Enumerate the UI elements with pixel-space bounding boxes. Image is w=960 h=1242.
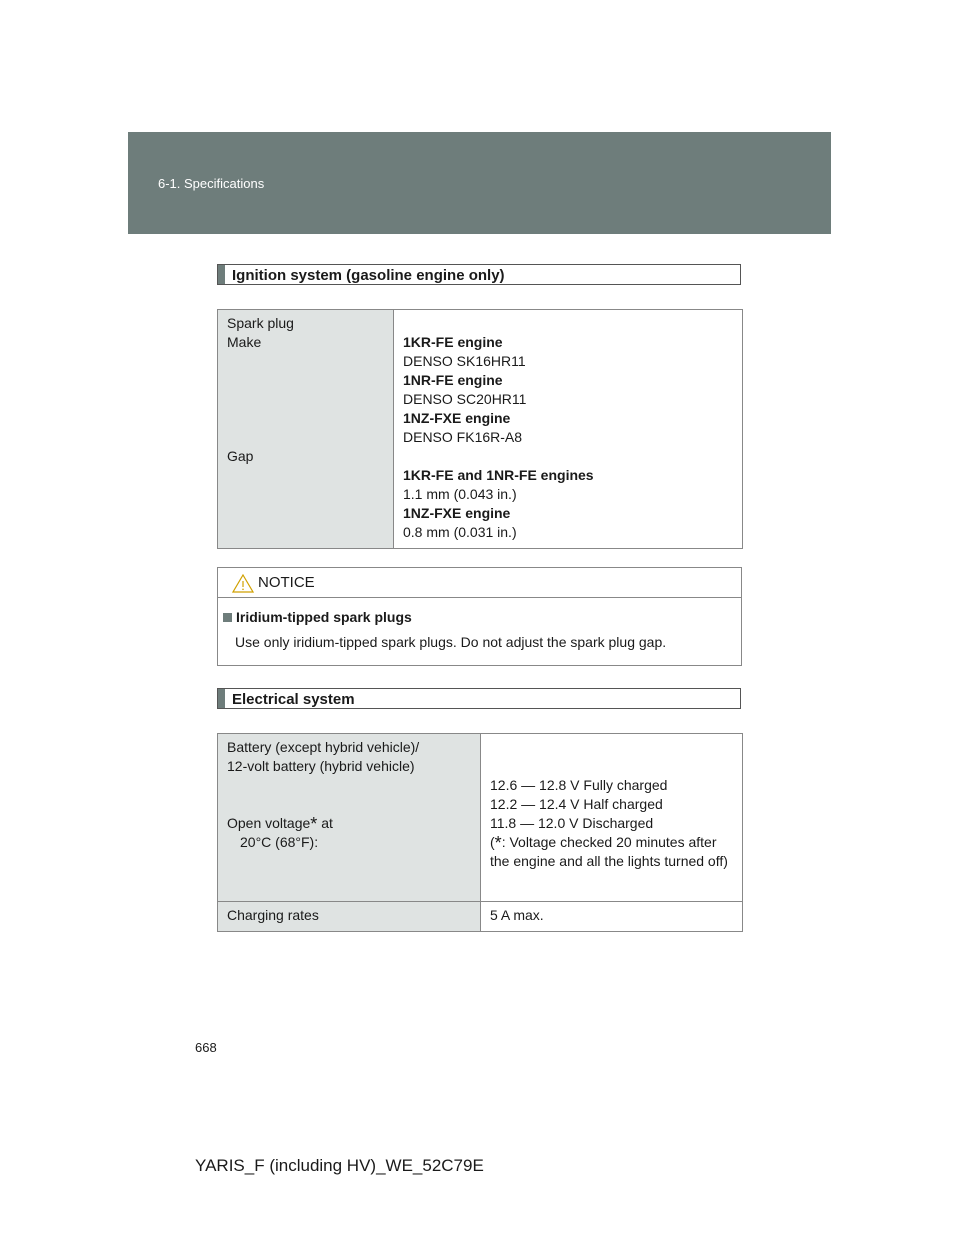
document-id: YARIS_F (including HV)_WE_52C79E xyxy=(195,1156,484,1175)
ignition-heading-text: Ignition system (gasoline engine only) xyxy=(232,267,505,284)
make-label: Make xyxy=(227,334,262,350)
gap-value-2: 0.8 mm (0.031 in.) xyxy=(403,524,517,540)
gap-engine-2: 1NZ-FXE engine xyxy=(403,505,511,521)
charging-value: 5 A max. xyxy=(490,907,544,923)
electrical-heading xyxy=(217,688,741,709)
heading-bar xyxy=(218,265,225,284)
open-voltage-label: Open voltage* at xyxy=(227,814,333,834)
notice-title: NOTICE xyxy=(258,574,315,591)
notice-box xyxy=(217,567,742,666)
heading-bar xyxy=(218,689,225,708)
make-engine-3: 1NZ-FXE engine xyxy=(403,410,511,426)
charging-label-cell xyxy=(218,902,481,932)
battery-label-line-2: 12-volt battery (hybrid vehicle) xyxy=(227,758,415,774)
ignition-heading xyxy=(217,264,741,285)
table-row xyxy=(218,902,743,932)
bullet-square-icon xyxy=(223,613,232,622)
make-engine-2: 1NR-FE engine xyxy=(403,372,503,388)
electrical-heading-text: Electrical system xyxy=(232,691,355,708)
spark-plug-label: Spark plug xyxy=(227,315,294,331)
battery-value-cell xyxy=(481,734,743,902)
voltage-row-1: 12.6 — 12.8 V Fully charged xyxy=(490,777,668,793)
header-band xyxy=(128,132,831,234)
charging-value-cell xyxy=(481,902,743,932)
ignition-table xyxy=(217,309,743,549)
battery-label-cell xyxy=(218,734,481,902)
table-row xyxy=(218,734,743,902)
make-value-3: DENSO FK16R-A8 xyxy=(403,429,523,445)
battery-label-line-1: Battery (except hybrid vehicle)/ xyxy=(227,739,420,755)
notice-item-text: Use only iridium-tipped spark plugs. Do not adjust the spark plug gap. xyxy=(235,634,667,650)
table-row xyxy=(218,310,743,549)
section-title: 6-1. Specifications xyxy=(158,176,265,191)
make-engine-1: 1KR-FE engine xyxy=(403,334,503,350)
charging-label: Charging rates xyxy=(227,907,319,923)
make-value-1: DENSO SK16HR11 xyxy=(403,353,526,369)
voltage-row-3: 11.8 — 12.0 V Discharged xyxy=(490,815,654,831)
gap-label: Gap xyxy=(227,448,254,464)
gap-engine-1: 1KR-FE and 1NR-FE engines xyxy=(403,467,594,483)
page-number: 668 xyxy=(195,1040,217,1055)
gap-value-1: 1.1 mm (0.043 in.) xyxy=(403,486,517,502)
warning-triangle-icon xyxy=(232,574,254,593)
voltage-footnote: (*: Voltage checked 20 minutes after the engine and all the lights turned off) xyxy=(490,833,728,869)
make-value-2: DENSO SC20HR11 xyxy=(403,391,527,407)
temperature-label: 20°C (68°F): xyxy=(240,834,319,850)
spark-plug-label-cell xyxy=(218,310,394,549)
spark-plug-value-cell xyxy=(394,310,743,549)
notice-item-title: Iridium-tipped spark plugs xyxy=(223,609,412,625)
voltage-row-2: 12.2 — 12.4 V Half charged xyxy=(490,796,663,812)
electrical-table xyxy=(217,733,743,932)
notice-header xyxy=(218,568,741,598)
